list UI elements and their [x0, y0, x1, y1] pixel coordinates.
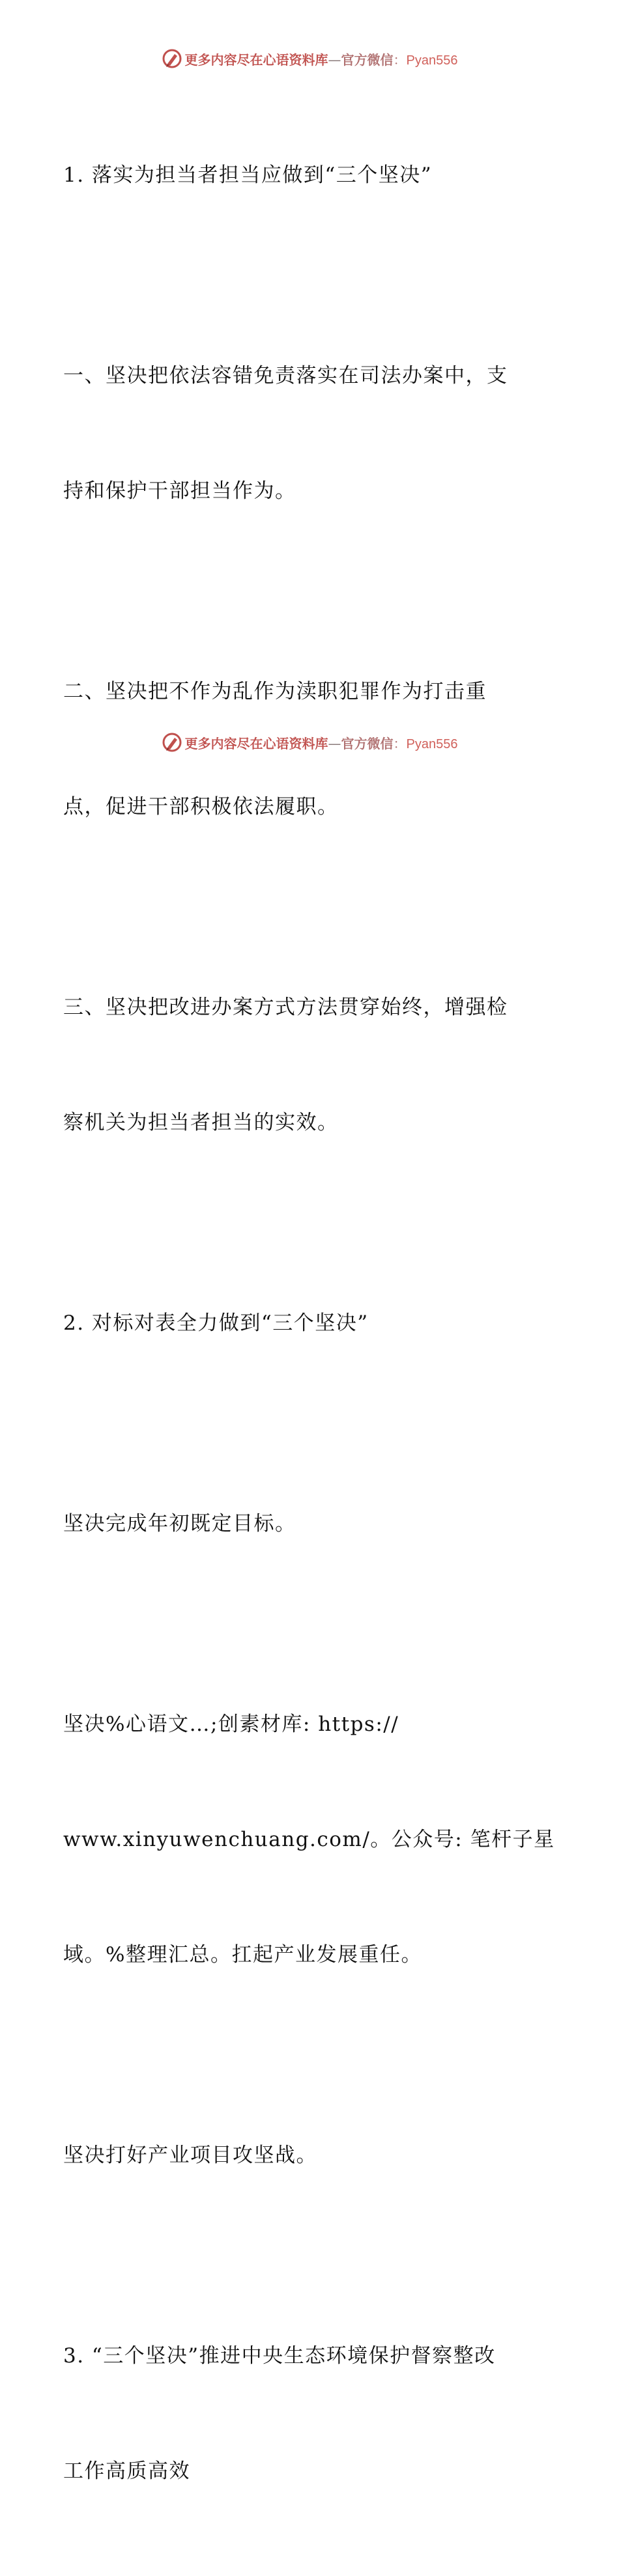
watermark-text: [185, 49, 458, 68]
watermark-id: Pyan556: [406, 736, 458, 751]
watermark-colon: ：: [393, 51, 407, 68]
text-line: 察机关为担当者担当的实效。: [63, 1111, 339, 1134]
text-line: 3. “三个坚决”推进中央生态环境保护督察整改: [63, 2344, 496, 2368]
text-line: 工作高质高效: [63, 2459, 190, 2483]
paragraph: [63, 2060, 558, 2252]
watermark-main: 更多内容尽在心语资料库: [184, 735, 328, 751]
text-line: 2. 对标对表全力做到“三个坚决”: [63, 1311, 369, 1335]
document-body: [63, 79, 558, 2576]
pen-logo-icon: [162, 48, 182, 69]
paragraph: [63, 1428, 558, 1620]
pen-logo-icon: [162, 732, 182, 753]
watermark-wechat-label: 官方微信: [341, 735, 394, 751]
watermark-main: 更多内容尽在心语资料库: [184, 51, 328, 68]
paragraph: [63, 2260, 558, 2568]
text-line: 一、坚决把依法容错免责落实在司法办案中，支: [63, 364, 508, 387]
header-watermark: [0, 46, 619, 72]
watermark-id: Pyan556: [406, 53, 458, 68]
text-line: 点，促进干部积极依法履职。: [63, 795, 339, 819]
text-line: 坚决完成年初既定目标。: [63, 1512, 296, 1535]
watermark-text: [185, 733, 458, 752]
text-line: 1. 落实为担当者担当应做到“三个坚决”: [63, 163, 433, 187]
paragraph: [63, 1227, 558, 1420]
footer-watermark: [0, 729, 619, 755]
text-line: 二、坚决把不作为乱作为渎职犯罪作为打击重: [63, 680, 487, 703]
text-line: 三、坚决把改进办案方式方法贯穿始终，增强检: [63, 996, 508, 1019]
text-line: 持和保护干部担当作为。: [63, 479, 296, 503]
paragraph: [63, 912, 558, 1219]
watermark-wechat-label: 官方微信: [341, 51, 394, 68]
text-line: www.xinyuwenchuang.com/。公众号: 笔杆子星: [63, 1828, 555, 1851]
watermark-dash: —: [328, 735, 341, 751]
text-line: 坚决%心语文…;创素材库: https://: [63, 1713, 399, 1736]
watermark-colon: ：: [393, 735, 407, 751]
paragraph: [63, 280, 558, 587]
paragraph: [63, 79, 558, 272]
text-line: 域。%整理汇总。扛起产业发展重任。: [63, 1943, 422, 1967]
watermark-inner: [162, 732, 458, 753]
text-line: 坚决打好产业项目攻坚战。: [63, 2144, 317, 2167]
watermark-dash: —: [328, 51, 341, 68]
watermark-inner: [162, 48, 458, 69]
paragraph: [63, 1629, 558, 2051]
